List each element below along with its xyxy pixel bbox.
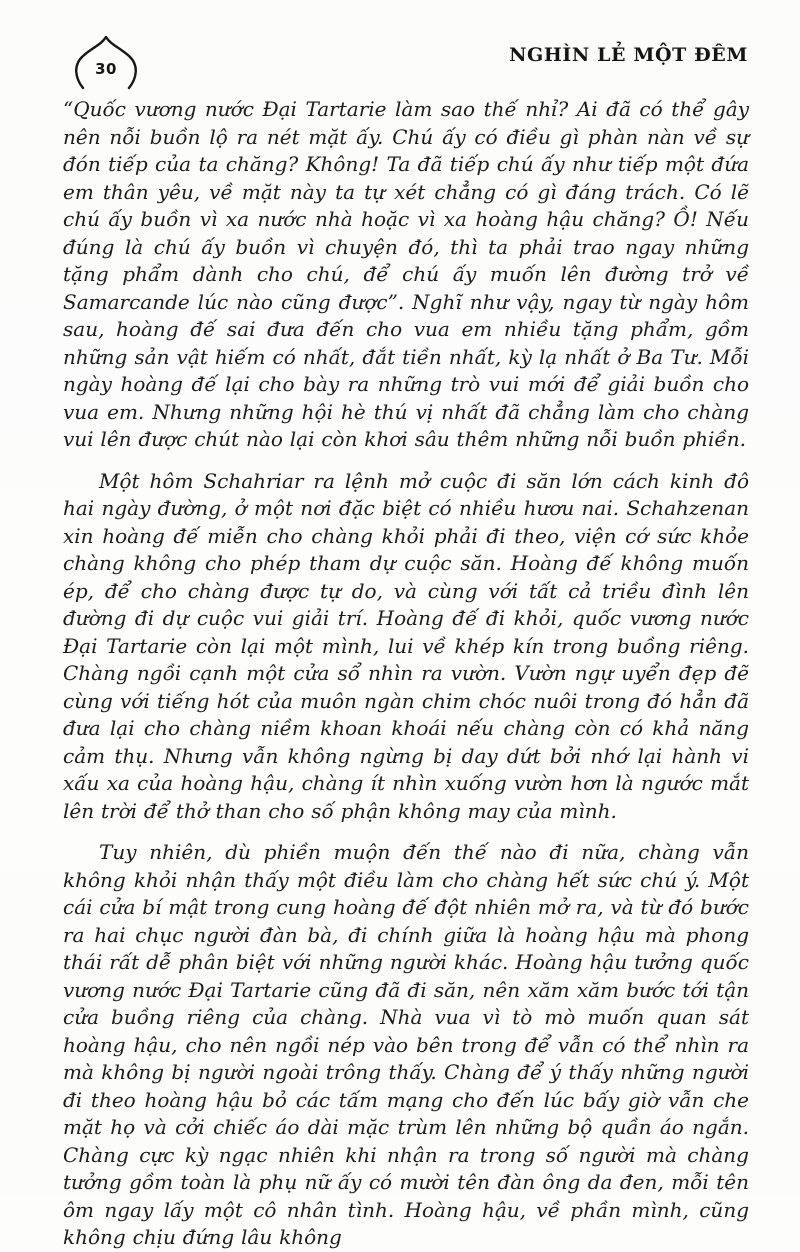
page-header bbox=[63, 34, 748, 92]
paragraph: Một hôm Schahriar ra lệnh mở cuộc đi săn lớn cách kinh đô hai ngày đường, ở một nơi đặc biệt có nhiều hươu nai. Schahzenan xin hoàng đế miễn cho chàng khỏi phải đi theo, viện cớ sức khỏe chàng không cho phép tham dự cuộc săn. Hoàng đế không muốn ép, để cho chàng được tự do, và cùng với tất cả triều đình lên đường đi dự cuộc vui giải trí. Hoàng đế đi khỏi, quốc vương nước Đại Tartarie còn lại một mình, lui về khép kín trong buồng riêng. Chàng ngồi cạnh một cửa sổ nhìn ra vườn. Vườn ngự uyển đẹp đẽ cùng với tiếng hót của muôn ngàn chim chóc nuôi trong đó hẳn đã đưa lại cho chàng niềm khoan khoái nếu chàng còn có khả năng cảm thụ. Nhưng vẫn không ngừng bị day dứt bởi nhớ lại hành vi xấu xa của hoàng hậu, chàng ít nhìn xuống vườn hơn là ngước mắt lên trời để thở than cho số phận không may của mình. bbox=[63, 468, 749, 823]
paragraph: “Quốc vương nước Đại Tartarie làm sao thế nhỉ? Ai đã có thể gây nên nỗi buồn lộ ra nét mặt ấy. Chú ấy có điều gì phàn nàn về sự đón tiếp của ta chăng? Không! Ta đã tiếp chú ấy như tiếp một đứa em thân yêu, về mặt này ta tự xét chẳng có gì đáng trách. Có lẽ chú ấy buồn vì xa nước nhà hoặc vì xa hoàng hậu chăng? Ồ! Nếu đúng là chú ấy buồn vì chuyện đó, thì ta phải trao ngay những tặng phẩm dành cho chú, để chú ấy muốn lên đường trở về Samarcande lúc nào cũng được”. Nghĩ như vậy, ngay từ ngày hôm sau, hoàng đế sai đưa đến cho vua em nhiều tặng phẩm, gồm những sản vật hiếm có nhất, đắt tiền nhất, kỳ lạ nhất ở Ba Tư. Mỗi ngày hoàng đế lại cho bày ra những trò vui mới để giải buồn cho vua em. Nhưng những hội hè thú vị nhất đã chẳng làm cho chàng vui lên được chút nào lại còn khơi sâu thêm những nỗi buồn phiền. bbox=[63, 97, 749, 451]
paragraph: Tuy nhiên, dù phiền muộn đến thế nào đi nữa, chàng vẫn không khỏi nhận thấy một điều làm cho chàng hết sức chú ý. Một cái cửa bí mật trong cung hoàng đế đột nhiên mở ra, và từ đó bước ra hai chục người đàn bà, đi chính giữa là hoàng hậu mà phong thái rất dễ phân biệt với những người khác. Hoàng hậu tưởng quốc vương nước Đại Tartarie cũng đã đi săn, nên xăm xăm bước tới tận cửa buồng riêng của chàng. Nhà vua vì tò mò muốn quan sát hoàng hậu, cho nên ngồi nép vào bên trong để vẫn có thể nhìn ra mà không bị người ngoài trông thấy. Chàng để ý thấy những người đi theo hoàng hậu bỏ các tấm mạng cho đến lúc bấy giờ vẫn che mặt họ và cởi chiếc áo dài mặc trùm lên những bộ quần áo ngắn. Chàng cực kỳ ngạc nhiên khi nhận ra trong số người mà chàng tưởng gồm toàn là phụ nữ ấy có mười tên đàn ông da đen, mỗi tên ôm ngay lấy một cô nhân tình. Hoàng hậu, về phần mình, cũng không chịu đứng lâu không bbox=[63, 840, 749, 1249]
running-title: NGHÌN LẺ MỘT ĐÊM bbox=[509, 44, 748, 66]
page-body bbox=[63, 96, 749, 1252]
page-number-ornament bbox=[73, 36, 139, 92]
page-number: 30 bbox=[95, 60, 117, 78]
